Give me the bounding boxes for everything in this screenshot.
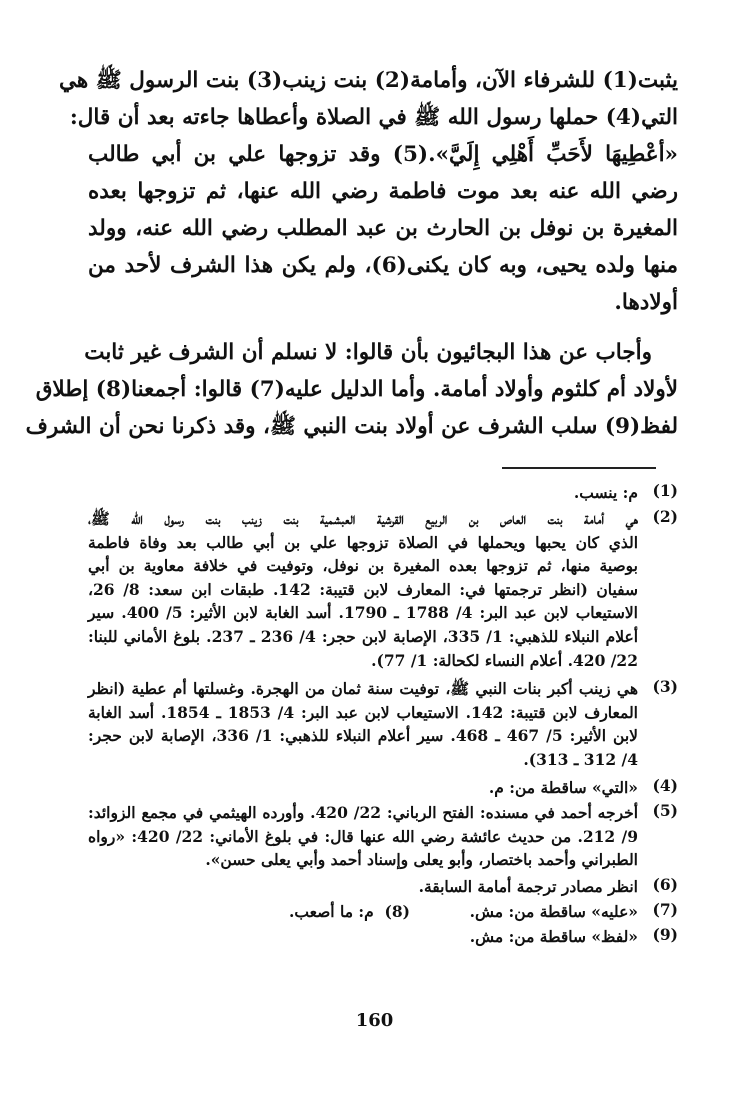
footnote-9: [88, 925, 678, 949]
footnote-6: [88, 875, 678, 899]
footnote-number: ( 5 ): [644, 801, 678, 820]
footnote-line: 9/ 212. من حديث عائشة رضي الله عنها قال: في بلوغ الأماني: 22/ 420: «رواه: [88, 826, 638, 846]
text-line: يثبت(1) للشرفاء الآن، وأمامة(2) بنت زينب(3) بنت الرسول ﷺ هي: [59, 68, 678, 93]
text-line: «أعْطِيهَا لأَحَبِّ أَهْلِي إِلَيَّ».(5) وقد تزوجها علي بن أبي طالب: [88, 142, 678, 167]
text-line: التي(4) حملها رسول الله ﷺ في الصلاة وأعطاها جاءته بعد أن قال:: [69, 105, 678, 130]
footnote-line: انظر مصادر ترجمة أمامة السابقة.: [418, 877, 638, 896]
footnote-line: 4/ 312 ـ 313).: [523, 749, 638, 769]
body-paragraph-2: [25, 334, 678, 445]
footnote-5: [88, 801, 678, 872]
footnote-number: ( 7 ): [644, 900, 678, 919]
footnote-line: أخرجه أحمد في مسنده: الفتح الرباني: 22/ 420. وأورده الهيثمي في مجمع الزوائد:: [88, 803, 639, 822]
footnote-line: أعلام النبلاء للذهبي: 1/ 335، الإصابة لابن حجر: 4/ 236 ـ 237. بلوغ الأماني للبنا:: [88, 626, 638, 646]
body-paragraph-1: [59, 62, 678, 321]
footnote-number: ( 9 ): [644, 925, 678, 944]
footnote-number: ( 6 ): [644, 875, 678, 894]
footnote-line: الاستيعاب لابن عبد البر: 4/ 1788 ـ 1790. أسد الغابة لابن الأثير: 5/ 400. سير: [88, 603, 638, 623]
footnote-line: سفيان (انظر ترجمتها في: المعارف لابن قتيبة: 142. طبقات ابن سعد: 8/ 26،: [88, 579, 639, 599]
footnote-line: لابن الأثير: 5/ 467 ـ 468. سير أعلام النبلاء للذهبي: 1/ 336، الإصابة لابن حجر:: [88, 726, 639, 746]
footnote-line: الذي كان يحبها ويحملها في الصلاة تزوجها علي بن أبي طالب بعد وفاة فاطمة: [88, 532, 638, 552]
text-line: لأولاد أم كلثوم وأولاد أمامة. وأما الدليل عليه(7) قالوا: أجمعنا(8) إطلاق: [35, 377, 678, 402]
text-line: أولادها.: [614, 290, 678, 315]
footnote-number: ( 4 ): [644, 776, 678, 795]
footnote-line: بوصية منها، ثم تزوجها بعده المغيرة بن نوفل، وتوفيت في خلافة معاوية بن أبي: [88, 556, 638, 576]
footnote-line: م: ينسب.: [573, 483, 638, 502]
text-line: رضي الله عنه بعد موت فاطمة رضي الله عنها، ثم تزوجها بعده: [88, 179, 678, 204]
footnote-1: [88, 481, 678, 505]
footnote-line: المعارف لابن قتيبة: 142. الاستيعاب لابن عبد البر: 4/ 1853 ـ 1854. أسد الغابة: [88, 702, 638, 722]
footnote-separator: [502, 467, 656, 469]
footnote-number: ( 3 ): [644, 677, 678, 696]
footnote-line: الطبراني وأحمد باختصار، وأبو يعلى وإسناد أحمد وأبي يعلى حسن».: [205, 850, 638, 870]
footnote-number: ( 1 ): [644, 481, 678, 500]
footnote-number: ( 2 ): [644, 507, 678, 526]
text-line: لفظ(9) سلب الشرف عن أولاد بنت النبي ﷺ، وقد ذكرنا نحن أن الشرف: [25, 414, 678, 439]
footnote-7: [88, 900, 678, 924]
footnote-line: م: ما أصعب.: [289, 902, 374, 921]
footnote-line: 22/ 420. أعلام النساء لكحالة: 1/ 77).: [371, 650, 638, 670]
footnote-line: هي أمامة بنت العاص بن الربيع القرشية العبشمية بنت زينب بنت رسول الله ﷺ،: [88, 509, 638, 528]
text-line: منها ولده يحيى، وبه كان يكنى(6)، ولم يكن هذا الشرف لأحد من: [88, 253, 678, 278]
page-number: 160: [355, 1010, 394, 1031]
footnote-number: (8): [384, 902, 410, 921]
text-line: وأجاب عن هذا البجائيون بأن قالوا: لا نسلم أن الشرف غير ثابت: [84, 340, 652, 365]
footnote-line: هي زينب أكبر بنات النبي ﷺ، توفيت سنة ثمان من الهجرة. وغسلتها أم عطية (انظر: [88, 679, 638, 698]
text-line: المغيرة بن نوفل بن الحارث بن عبد المطلب رضي الله عنه، وولد: [88, 216, 678, 241]
footnote-line: «عليه» ساقطة من: مش.: [469, 902, 638, 921]
footnote-4: [88, 776, 678, 800]
footnote-8: [289, 900, 410, 924]
footnote-2: [88, 507, 678, 672]
footnote-line: «التي» ساقطة من: م.: [488, 778, 638, 797]
footnote-3: [88, 677, 678, 771]
footnote-line: «لفظ» ساقطة من: مش.: [469, 927, 638, 946]
